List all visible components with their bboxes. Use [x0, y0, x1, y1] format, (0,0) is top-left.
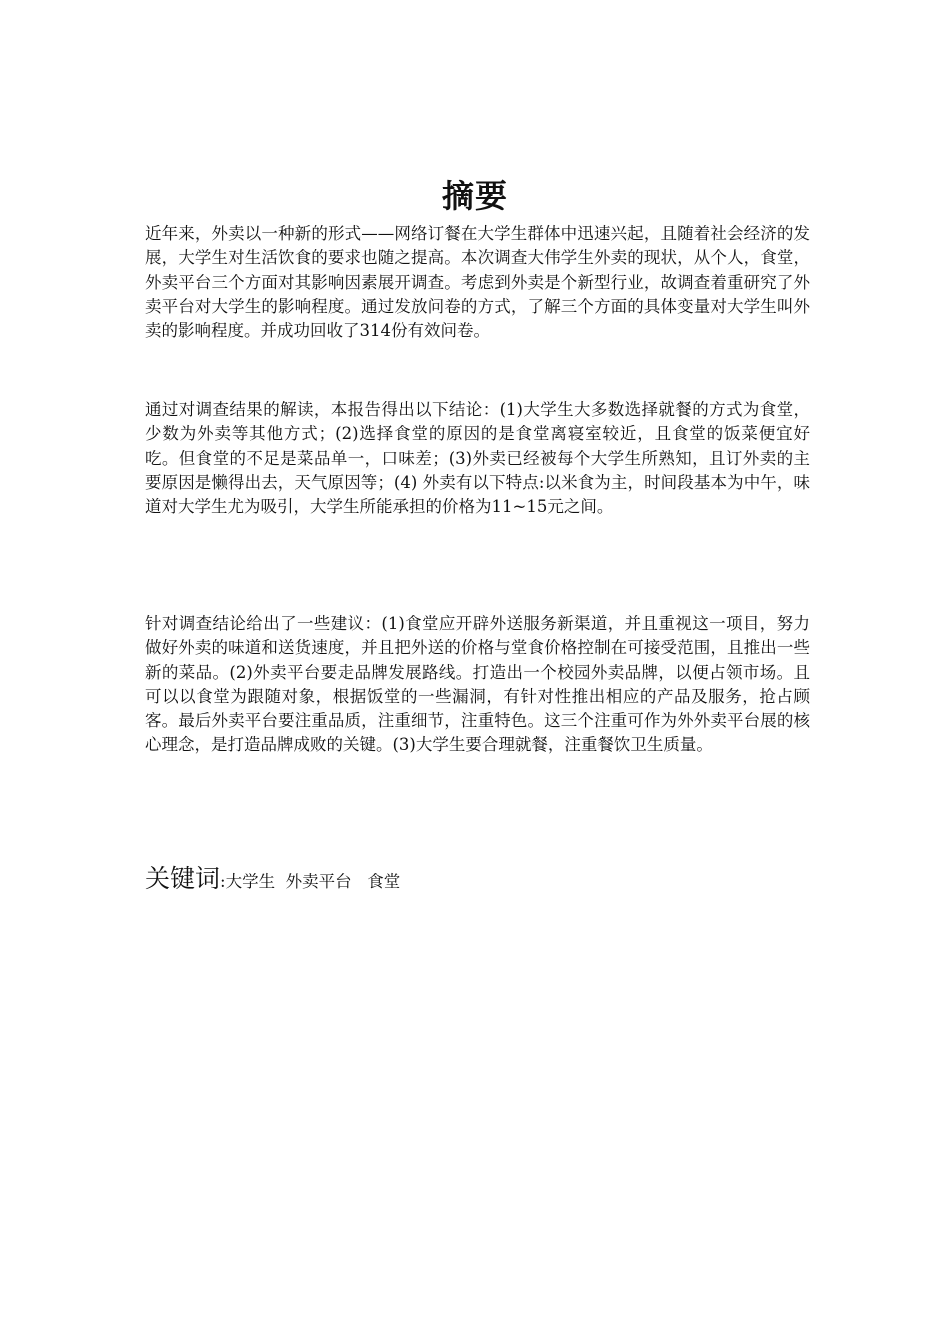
page-title: 摘要 — [441, 177, 508, 215]
abstract-paragraph-3: 针对调查结论给出了一些建议：(1)食堂应开辟外送服务新渠道，并且重视这一项目，努力做好外卖的味道和送货速度，并且把外送的价格与堂食价格控制在可接受范围，且推出一些新的菜品。(2)外卖平台要走品牌发展路线。打造出一个校园外卖品牌，以便占领市场。且可以以食堂为跟随对象，根据饭堂的一些漏洞，有针对性推出相应的产品及服务，抢占顾客。最后外卖平台要注重品质，注重细节，注重特色。这三个注重可作为外外卖平台展的核心理念，是打造品牌成败的关键。(3)大学生要合理就餐，注重餐饮卫生质量。 — [145, 614, 810, 755]
keywords-line — [145, 862, 810, 899]
abstract-paragraph-1: 近年来，外卖以一种新的形式——网络订餐在大学生群体中迅速兴起，且随着社会经济的发展，大学生对生活饮食的要求也随之提高。本次调查大伟学生外卖的现状，从个人，食堂，外卖平台三个方面对其影响因素展开调查。考虑到外卖是个新型行业，故调查着重研究了外卖平台对大学生的影响程度。通过发放问卷的方式，了解三个方面的具体变量对大学生叫外卖的影响程度。并成功回收了314份有效问卷。 — [145, 224, 810, 341]
keywords-label: 关键词 — [145, 864, 221, 893]
keywords-separator: : — [220, 872, 226, 891]
keywords-values: 大学生 外卖平台 食堂 — [225, 872, 401, 891]
abstract-paragraph-2: 通过对调查结果的解读，本报告得出以下结论：(1)大学生大多数选择就餐的方式为食堂，少数为外卖等其他方式；(2)选择食堂的原因的是食堂离寝室较近，且食堂的饭菜便宜好吃。但食堂的不足是菜品单一，口味差；(3)外卖已经被每个大学生所熟知，且订外卖的主要原因是懒得出去，天气原因等；(4) 外卖有以下特点:以米食为主，时间段基本为中午，味道对大学生尤为吸引，大学生所能承担的价格为11~15元之间。 — [145, 400, 810, 517]
